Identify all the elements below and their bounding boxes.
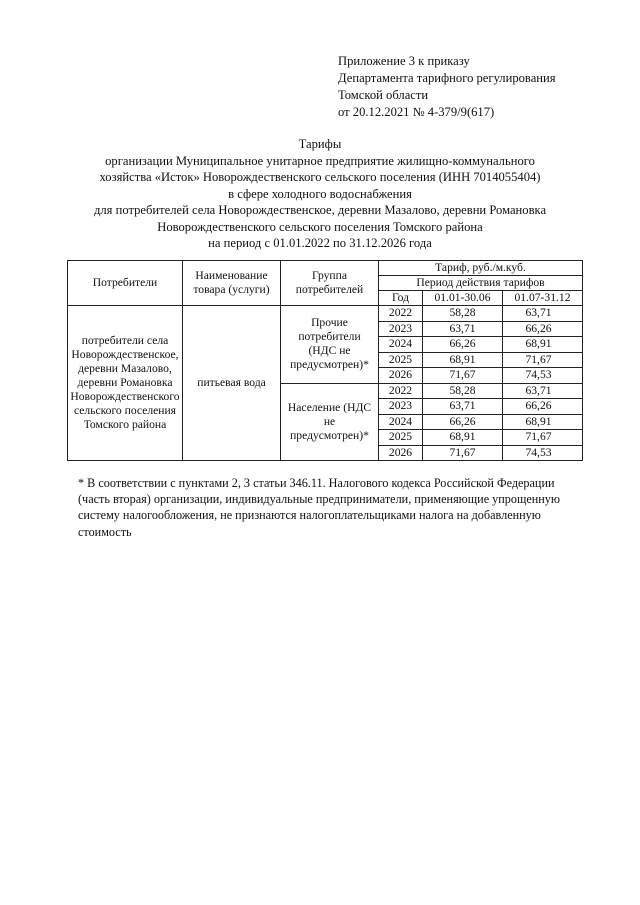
tariff-first-half: 68,91 — [423, 430, 503, 446]
header-group: Группа потребителей — [281, 261, 379, 306]
title-line: Новорождественского сельского поселения Томского района — [157, 219, 483, 234]
document-title — [20, 136, 620, 252]
title-line: хозяйства «Исток» Новорождественского сельского поселения (ИНН 7014055404) — [99, 170, 541, 184]
tariff-first-half: 68,91 — [423, 352, 503, 368]
appendix-header — [338, 53, 556, 121]
year-cell: 2022 — [379, 306, 423, 322]
tariff-first-half: 63,71 — [423, 321, 503, 337]
header-tariff: Тариф, руб./м.куб. — [379, 261, 583, 276]
year-cell: 2024 — [379, 414, 423, 430]
tariff-second-half: 74,53 — [503, 445, 583, 461]
table-row — [68, 306, 583, 322]
appendix-line: Департамента тарифного регулирования — [338, 71, 556, 85]
header-first-half: 01.01-30.06 — [423, 291, 503, 306]
appendix-line: от 20.12.2021 № 4-379/9(617) — [338, 105, 495, 119]
title-line: в сфере холодного водоснабжения — [228, 186, 412, 201]
footnote: * В соответствии с пунктами 2, 3 статьи 346.11. Налогового кодекса Российской Федерации (часть вторая) организации, индивидуальные предприниматели, применяющие упрощенную систему налогообложения, не признаются налогоплательщиками налога на добавленную стоимость — [78, 476, 560, 539]
tariff-first-half: 66,26 — [423, 337, 503, 353]
tariff-table — [67, 260, 583, 461]
title-line: на период с 01.01.2022 по 31.12.2026 года — [208, 236, 432, 250]
tariff-second-half: 66,26 — [503, 321, 583, 337]
title-line: Тарифы — [298, 137, 342, 151]
tariff-first-half: 58,28 — [423, 306, 503, 322]
year-cell: 2023 — [379, 399, 423, 415]
header-product: Наименование товара (услуги) — [183, 261, 281, 306]
product-cell: питьевая вода — [183, 306, 281, 461]
year-cell: 2023 — [379, 321, 423, 337]
year-cell: 2024 — [379, 337, 423, 353]
tariff-second-half: 68,91 — [503, 337, 583, 353]
title-line: для потребителей села Новорождественское, деревни Мазалово, деревни Романовка — [93, 203, 547, 217]
year-cell: 2025 — [379, 430, 423, 446]
header-year: Год — [379, 291, 423, 306]
year-cell: 2025 — [379, 352, 423, 368]
tariff-first-half: 66,26 — [423, 414, 503, 430]
appendix-line: Приложение 3 к приказу — [338, 54, 470, 68]
tariff-second-half: 66,26 — [503, 399, 583, 415]
year-cell: 2022 — [379, 383, 423, 399]
header-consumers: Потребители — [68, 261, 183, 306]
year-cell: 2026 — [379, 445, 423, 461]
year-cell: 2026 — [379, 368, 423, 384]
group-cell-other: Прочие потребители (НДС не предусмотрен)* — [281, 306, 379, 384]
title-line: организации Муниципальное унитарное предприятие жилищно-коммунального — [105, 153, 535, 168]
header-second-half: 01.07-31.12 — [503, 291, 583, 306]
tariff-second-half: 63,71 — [503, 306, 583, 322]
consumers-cell: потребители села Новорождественское, деревни Мазалово, деревни Романовка Новорождественского сельского поселения Томского района — [68, 306, 183, 461]
tariff-second-half: 74,53 — [503, 368, 583, 384]
tariff-first-half: 58,28 — [423, 383, 503, 399]
tariff-second-half: 68,91 — [503, 414, 583, 430]
appendix-line: Томской области — [338, 88, 429, 102]
tariff-second-half: 63,71 — [503, 383, 583, 399]
tariff-second-half: 71,67 — [503, 352, 583, 368]
tariff-first-half: 71,67 — [423, 368, 503, 384]
tariff-first-half: 63,71 — [423, 399, 503, 415]
group-cell-population: Население (НДС не предусмотрен)* — [281, 383, 379, 461]
tariff-second-half: 71,67 — [503, 430, 583, 446]
header-period: Период действия тарифов — [379, 276, 583, 291]
header-row — [68, 261, 583, 276]
tariff-first-half: 71,67 — [423, 445, 503, 461]
